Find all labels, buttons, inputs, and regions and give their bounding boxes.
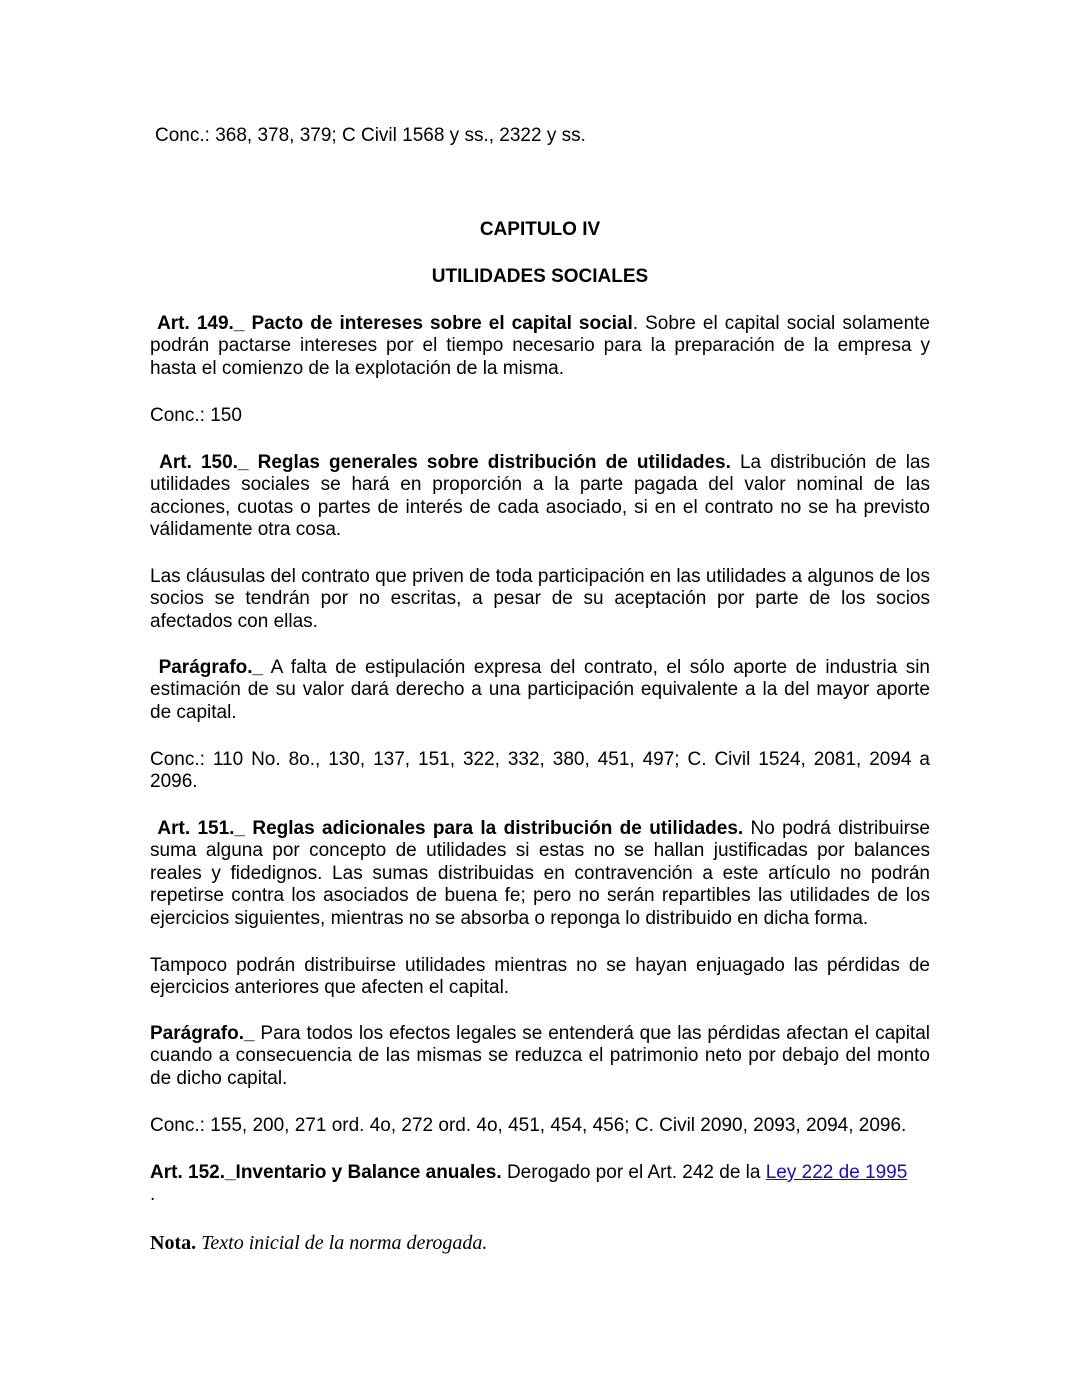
article-152-title: Art. 152._Inventario y Balance anuales.	[150, 1162, 502, 1183]
ley-222-link[interactable]: Ley 222 de 1995	[765, 1162, 908, 1183]
article-152-end: .	[150, 1184, 156, 1206]
article-149	[150, 313, 930, 380]
chapter-title: UTILIDADES SOCIALES	[431, 266, 649, 287]
article-150-paragrafo	[150, 657, 930, 724]
article-151-title: Art. 151._ Reglas adicionales para la distribución de utilidades.	[157, 818, 744, 839]
concordance-top: Conc.: 368, 378, 379; C Civil 1568 y ss., 2322 y ss.	[155, 125, 586, 146]
article-150-paragraph-2: Las cláusulas del contrato que priven de toda participación en las utilidades a algunos de los socios se tendrán por no escritas, a pesar de su aceptación por parte de los socios afectados con ellas.	[150, 566, 930, 632]
article-150-text: La distribución de las utilidades sociales se hará en proporción a la parte pagada del valor nominal de las acciones, cuotas o partes de interés de cada asociado, si en el contrato no se ha previsto válidamente otra cosa.	[150, 452, 930, 541]
chapter-heading: CAPITULO IV	[479, 219, 601, 240]
article-150-title: Art. 150._ Reglas generales sobre distribución de utilidades.	[159, 452, 731, 473]
nota-text: Texto inicial de la norma derogada.	[196, 1232, 488, 1254]
article-149-title: Art. 149._ Pacto de intereses sobre el capital social	[157, 313, 633, 334]
article-149-text: . Sobre el capital social solamente podrán pactarse intereses por el tiempo necesario para la preparación de la empresa y hasta el comienzo de la explotación de la misma.	[150, 313, 930, 379]
nota-label: Nota.	[150, 1232, 197, 1254]
article-151-text: No podrá distribuirse suma alguna por concepto de utilidades si estas no se hallan justificadas por balances reales y fidedignos. Las sumas distribuidas en contravención a este artículo no podrán repetirse contra los asociados de buena fe; pero no serán repartibles las utilidades de los ejercicios siguientes, mientras no se absorba o reponga lo distribuido en dicha forma.	[150, 818, 931, 929]
article-150	[150, 452, 930, 542]
paragrafo-label: Parágrafo._	[150, 1023, 255, 1044]
paragrafo-text: A falta de estipulación expresa del contrato, el sólo aporte de industria sin estimación de su valor dará derecho a una participación equivalente a la del mayor aporte de capital.	[150, 657, 930, 723]
article-152-text: Derogado por el Art. 242 de la	[501, 1162, 766, 1183]
nota	[150, 1232, 930, 1254]
concordance-149: Conc.: 150	[150, 405, 242, 426]
article-151	[150, 818, 930, 930]
concordance-150: Conc.: 110 No. 8o., 130, 137, 151, 322, 332, 380, 451, 497; C. Civil 1524, 2081, 2094 a 2096.	[150, 749, 930, 793]
concordance-151: Conc.: 155, 200, 271 ord. 4o, 272 ord. 4o, 451, 454, 456; C. Civil 2090, 2093, 2094, 2096.	[150, 1115, 907, 1136]
paragrafo-label: Parágrafo._	[158, 657, 264, 678]
paragrafo-text: Para todos los efectos legales se entenderá que las pérdidas afectan el capital cuando a consecuencia de las mismas se reduzca el patrimonio neto por debajo del monto de dicho capital.	[150, 1023, 930, 1089]
article-152	[150, 1162, 930, 1207]
article-151-paragraph-2: Tampoco podrán distribuirse utilidades mientras no se hayan enjuagado las pérdidas de ejercicios anteriores que afecten el capital.	[150, 955, 930, 999]
article-151-paragrafo	[150, 1023, 930, 1090]
